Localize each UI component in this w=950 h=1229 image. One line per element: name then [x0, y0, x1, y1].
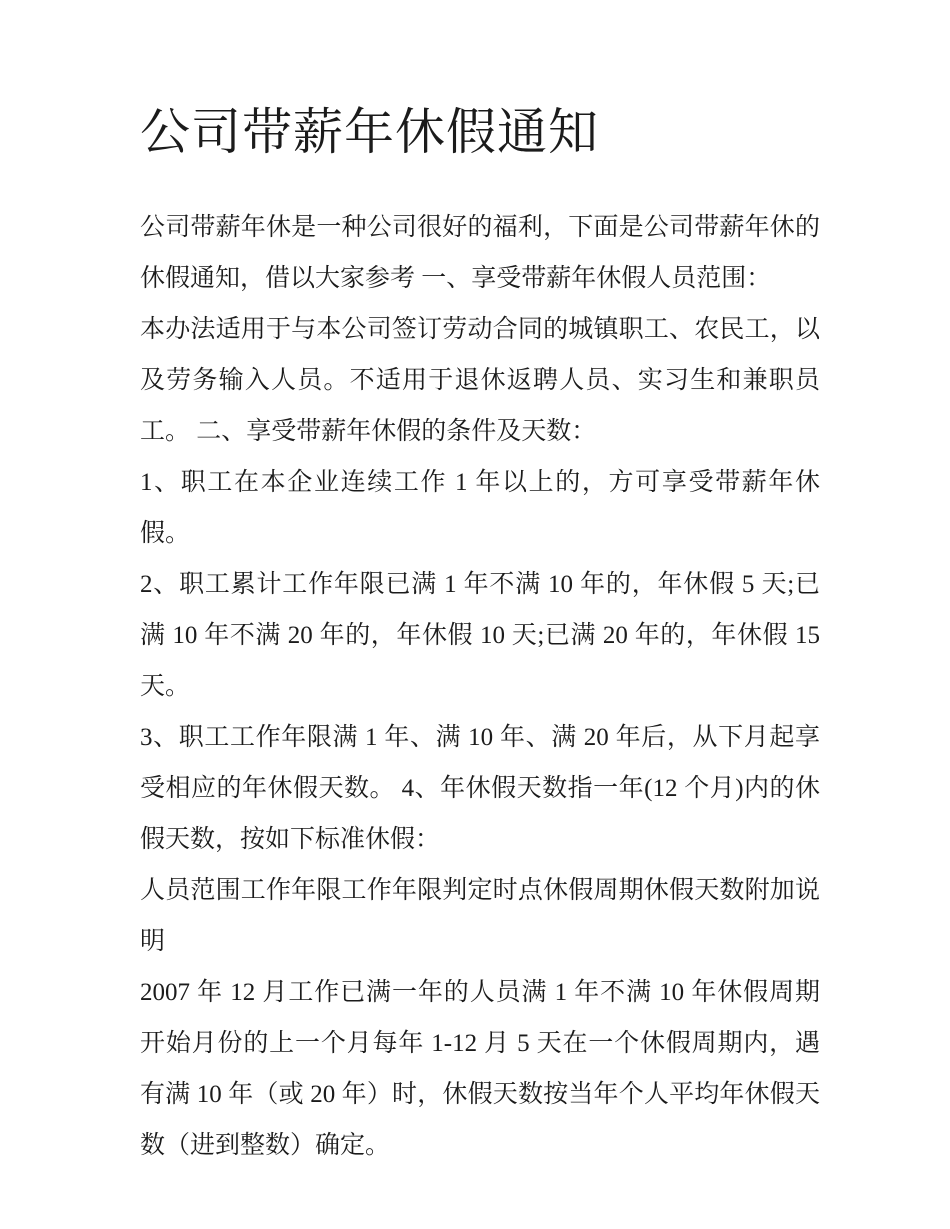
paragraph-scope: 本办法适用于与本公司签订劳动合同的城镇职工、农民工，以及劳务输入人员。不适用于退休返聘人员、实习生和兼职员工。 二、享受带薪年休假的条件及天数： — [140, 316, 820, 445]
paragraph-item-3-4: 3、职工工作年限满 1 年、满 10 年、满 20 年后，从下月起享受相应的年休假天数。 4、年休假天数指一年(12 个月)内的休假天数，按如下标准休假： — [140, 724, 820, 853]
paragraph-table-header: 人员范围工作年限工作年限判定时点休假周期休假天数附加说明 — [140, 877, 820, 955]
document-title: 公司带薪年休假通知 — [140, 104, 599, 160]
paragraph-item-2: 2、职工累计工作年限已满 1 年不满 10 年的，年休假 5 天;已满 10 年不满 20 年的，年休假 10 天;已满 20 年的，年休假 15 天。 — [140, 571, 820, 700]
paragraph-table-row: 2007 年 12 月工作已满一年的人员满 1 年不满 10 年休假周期开始月份的上一个月每年 1-12 月 5 天在一个休假周期内，遇有满 10 年（或 20 年）时，休假天数按当年个人平均年休假天数（进到整数）确定。 — [140, 979, 820, 1159]
paragraph-item-1: 1、职工在本企业连续工作 1 年以上的，方可享受带薪年休假。 — [140, 469, 820, 547]
document-body — [140, 202, 820, 1171]
paragraph-intro: 公司带薪年休是一种公司很好的福利，下面是公司带薪年休的休假通知，借以大家参考 一、享受带薪年休假人员范围： — [140, 214, 820, 292]
